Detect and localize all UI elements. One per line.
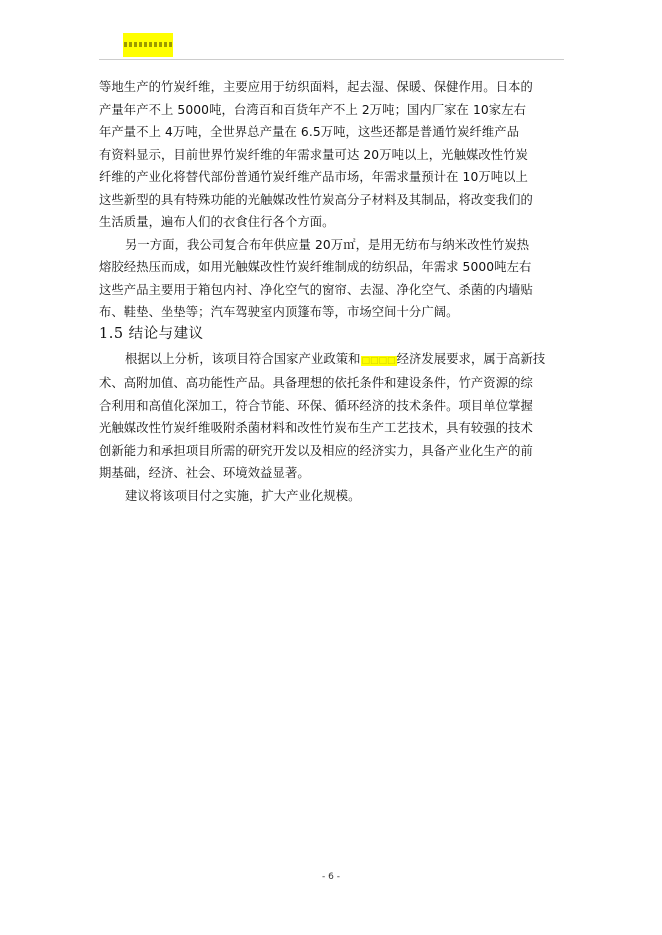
paragraph-line: 产量年产不上 5000吨，台湾百和百货年产不上 2万吨；国内厂家在 10家左右 [99,102,527,117]
paragraph-line: 等地生产的竹炭纤维，主要应用于纺织面料，起去湿、保暖、保健作用。日本的 [99,80,533,94]
paragraph-line: 年产量不上 4万吨，全世界总产量在 6.5万吨，这些还都是普通竹炭纤维产品 [99,125,520,139]
page-number: - 6 - [322,872,340,882]
paragraph-line: 生活质量，遍布人们的衣食住行各个方面。 [99,215,335,229]
paragraph-line: 这些新型的具有特殊功能的光触媒改性竹炭高分子材料及其制品，将改变我们的 [99,192,533,207]
paragraph-line: 布、鞋垫、坐垫等；汽车驾驶室内顶篷布等，市场空间十分广阔。 [99,305,459,319]
text-segment: 经济发展要求，属于高新技 [396,351,546,366]
paragraph-line: 另一方面，我公司复合布年供应量 20万㎡，是用无纺布与纳米改性竹炭热 [125,237,530,252]
highlighted-placeholder: □□□□ [361,355,396,366]
paragraph-line: 期基础，经济、社会、环境效益显著。 [99,466,310,480]
header-logo-dots [124,42,172,47]
paragraph-line: 合利用和高值化深加工，符合节能、环保、循环经济的技术条件。项目单位掌握 [99,398,533,413]
paragraph-line: 光触媒改性竹炭纤维吸附杀菌材料和改性竹炭布生产工艺技术，具有较强的技术 [99,421,533,435]
paragraph-line: 熔胶经热压而成，如用光触媒改性竹炭纤维制成的纺织品，年需求 5000吨左右 [99,260,532,274]
paragraph-line: 建议将该项目付之实施，扩大产业化规模。 [125,488,361,503]
body-text [99,76,567,507]
paragraph-line [99,348,567,373]
paragraph-line: 创新能力和承担项目所需的研究开发以及相应的经济实力，具备产业化生产的前 [99,443,533,458]
paragraph-line: 纤维的产业化将替代部份普通竹炭纤维产品市场，年需求量预计在 10万吨以上 [99,170,528,184]
header-divider [99,59,564,60]
header-logo [123,33,173,57]
section-heading: 1.5 结论与建议 [99,325,204,342]
paragraph-line: 有资料显示，目前世界竹炭纤维的年需求量可达 20万吨以上，光触媒改性竹炭 [99,147,528,162]
paragraph-line: 术、高附加值、高功能性产品。具备理想的依托条件和建设条件，竹产资源的综 [99,376,533,390]
paragraph-line: 这些产品主要用于箱包内衬、净化空气的窗帘、去湿、净化空气、杀菌的内墙贴 [99,282,533,297]
text-segment: 根据以上分析，该项目符合国家产业政策和 [125,351,361,366]
